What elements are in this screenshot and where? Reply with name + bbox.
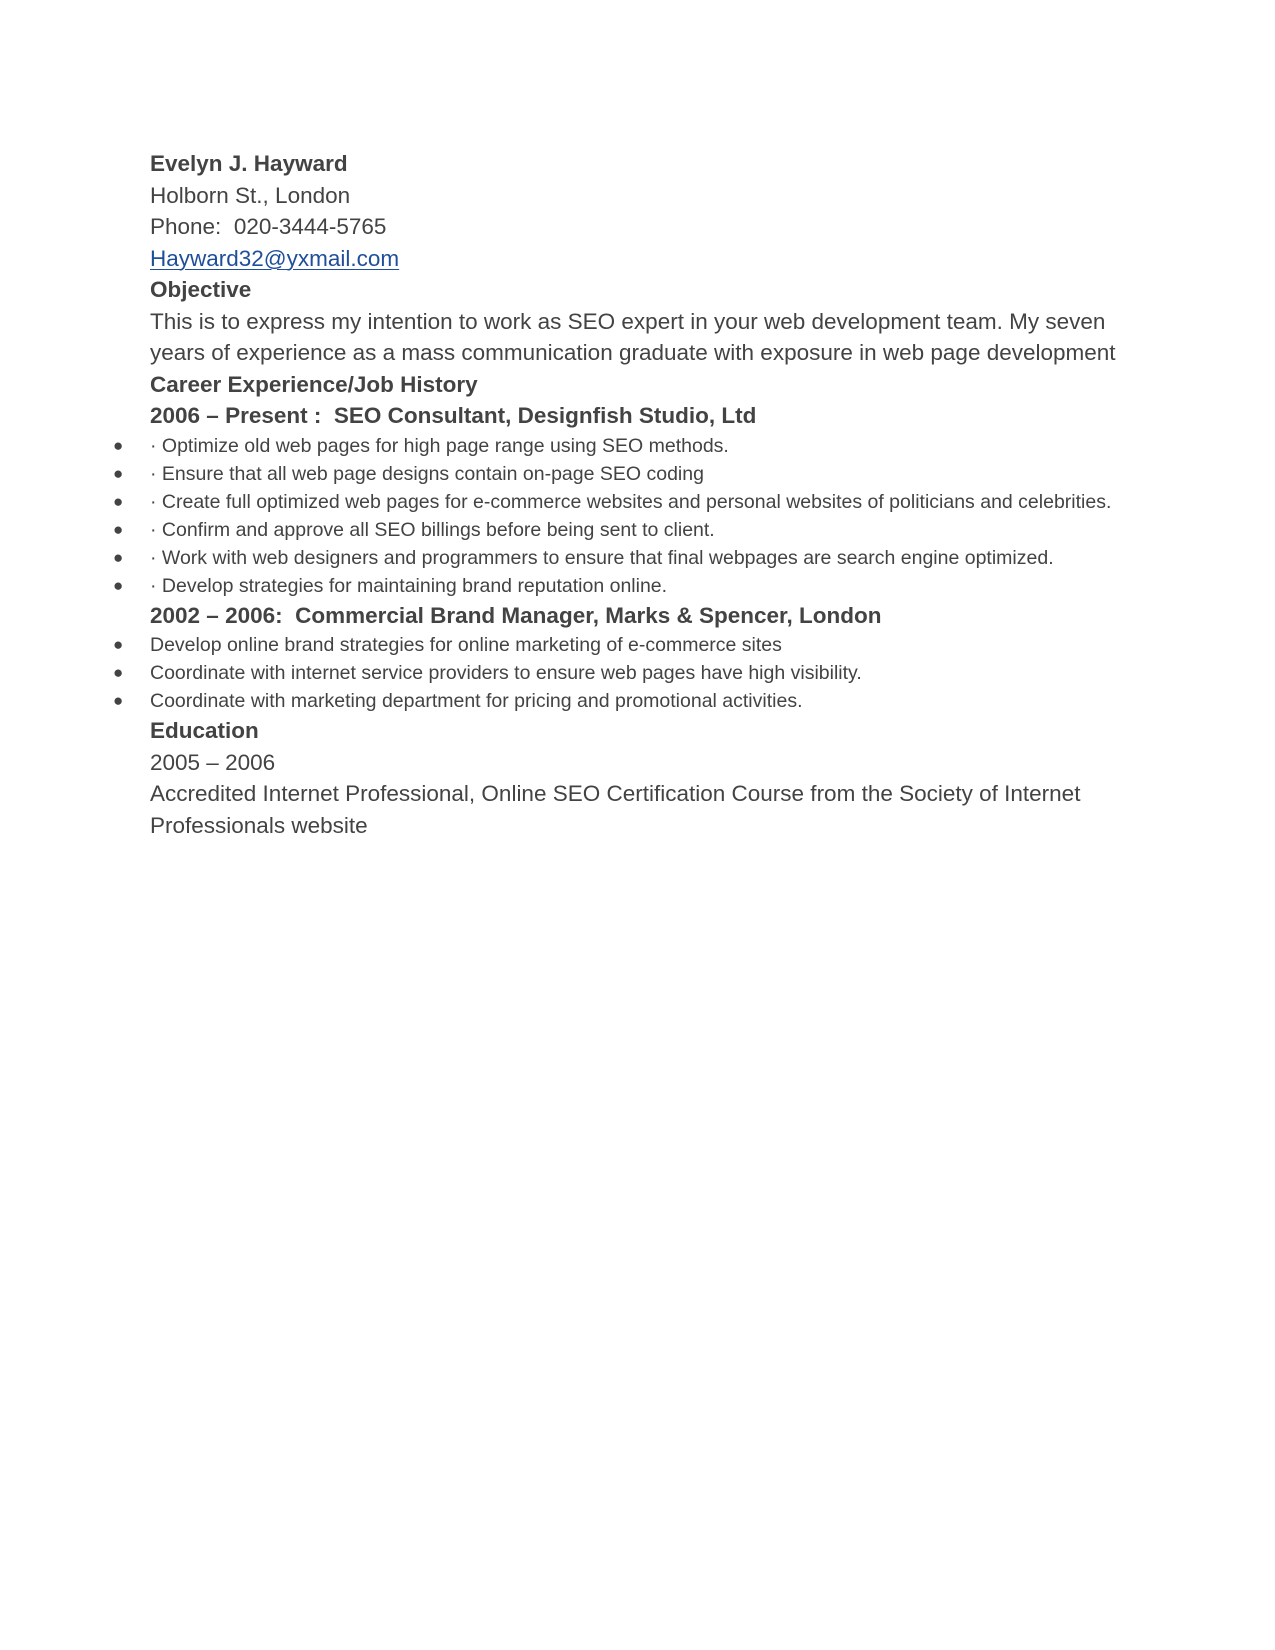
bullet-icon: ● [113,491,124,511]
list-item [113,572,1130,600]
job-title-1: 2006 – Present : SEO Consultant, Designfish Studio, Ltd [150,403,757,428]
bullet-icon: ● [113,663,124,682]
list-item-text: Coordinate with internet service providers to ensure web pages have high visibility. [150,662,862,684]
applicant-name: Evelyn J. Hayward [150,151,348,176]
bullet-icon: ● [113,575,124,595]
list-item [113,544,1130,572]
job-1-duties [113,432,1130,600]
bullet-icon: ● [113,519,124,539]
list-item [113,659,1130,687]
bullet-icon: ● [113,435,124,455]
list-item [113,432,1130,460]
objective-heading: Objective [150,277,252,302]
resume-content [113,148,1130,841]
list-item [113,631,1130,659]
education-years: 2005 – 2006 [150,749,276,775]
list-item-text: · Confirm and approve all SEO billings before being sent to client. [150,518,715,541]
list-item [113,460,1130,488]
list-item [113,488,1130,516]
objective-text: This is to express my intention to work as SEO expert in your web development team. My seven years of experience as a mass communication graduate with exposure in web page development [150,308,1116,365]
applicant-address: Holborn St., London [150,182,351,208]
list-item-text: · Create full optimized web pages for e-commerce websites and personal websites of politicians and celebrities. [150,490,1112,513]
list-item [113,687,1130,715]
bullet-icon: ● [113,547,124,567]
list-item-text: · Ensure that all web page designs contain on-page SEO coding [150,462,704,485]
career-heading: Career Experience/Job History [150,371,478,397]
list-item [113,516,1130,544]
list-item-text: Develop online brand strategies for online marketing of e-commerce sites [150,634,782,656]
bullet-icon: ● [113,635,124,654]
education-heading: Education [150,718,259,743]
list-item-text: · Optimize old web pages for high page range using SEO methods. [150,434,729,457]
email-line [150,243,1130,275]
list-item-text: Coordinate with marketing department for pricing and promotional activities. [150,690,803,712]
education-text: Accredited Internet Professional, Online SEO Certification Course from the Society of Internet Professionals website [150,781,1081,838]
job-2-duties [113,631,1130,715]
list-item-text: · Develop strategies for maintaining brand reputation online. [150,574,668,597]
job-title-2: 2002 – 2006: Commercial Brand Manager, Marks & Spencer, London [150,602,882,628]
list-item-text: · Work with web designers and programmers to ensure that final webpages are search engine optimized. [150,546,1054,569]
bullet-icon: ● [113,463,124,483]
bullet-icon: ● [113,691,124,710]
applicant-phone: Phone: 020-3444-5765 [150,214,387,239]
email-link[interactable]: Hayward32@yxmail.com [150,245,400,271]
